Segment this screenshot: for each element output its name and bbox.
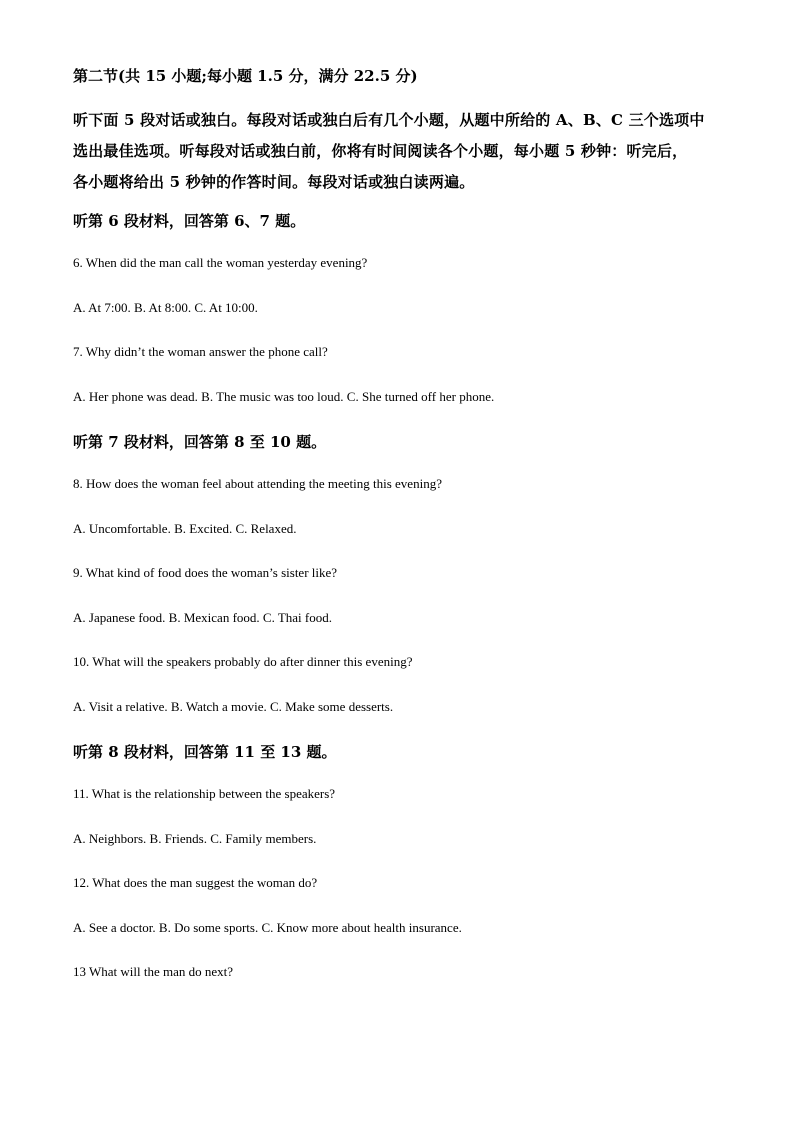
options-9: A. Japanese food. B. Mexican food. C. Thai food. (73, 609, 332, 625)
instruction-line: 选出最佳选项。听每段对话或独白前，你将有时间阅读各个小题，每小题 5 秒钟：听完后， (73, 142, 688, 160)
question-13: 13 What will the man do next? (73, 964, 234, 979)
listening-group-8 (73, 740, 733, 983)
section-title: 第二节(共 15 小题;每小题 1.5 分，满分 22.5 分) (73, 67, 418, 85)
options-11: A. Neighbors. B. Friends. C. Family members. (73, 830, 317, 846)
listening-group-7 (73, 430, 733, 718)
question-8: 8. How does the woman feel about attending the meeting this evening? (73, 476, 442, 491)
section-instructions (73, 105, 733, 198)
question-10: 10. What will the speakers probably do after dinner this evening? (73, 654, 413, 669)
options-12: A. See a doctor. B. Do some sports. C. Know more about health insurance. (73, 919, 462, 935)
options-10: A. Visit a relative. B. Watch a movie. C. Make some desserts. (73, 698, 394, 714)
question-9: 9. What kind of food does the woman’s sister like? (73, 565, 338, 580)
question-11: 11. What is the relationship between the speakers? (73, 786, 336, 801)
instruction-line: 听下面 5 段对话或独白。每段对话或独白后有几个小题，从题中所给的 A、B、C 三个选项中 (73, 111, 705, 129)
options-8: A. Uncomfortable. B. Excited. C. Relaxed. (73, 520, 297, 536)
listening-group-6 (73, 209, 733, 408)
question-7: 7. Why didn’t the woman answer the phone call? (73, 344, 328, 359)
exam-page (73, 64, 733, 1006)
question-6: 6. When did the man call the woman yesterday evening? (73, 255, 368, 270)
question-12: 12. What does the man suggest the woman do? (73, 875, 318, 890)
options-7: A. Her phone was dead. B. The music was too loud. C. She turned off her phone. (73, 388, 495, 404)
group-heading: 听第 8 段材料，回答第 11 至 13 题。 (73, 743, 337, 761)
group-heading: 听第 6 段材料，回答第 6、7 题。 (73, 212, 306, 230)
instruction-line: 各小题将给出 5 秒钟的作答时间。每段对话或独白读两遍。 (73, 173, 475, 191)
options-6: A. At 7:00. B. At 8:00. C. At 10:00. (73, 299, 258, 315)
group-heading: 听第 7 段材料，回答第 8 至 10 题。 (73, 433, 327, 451)
